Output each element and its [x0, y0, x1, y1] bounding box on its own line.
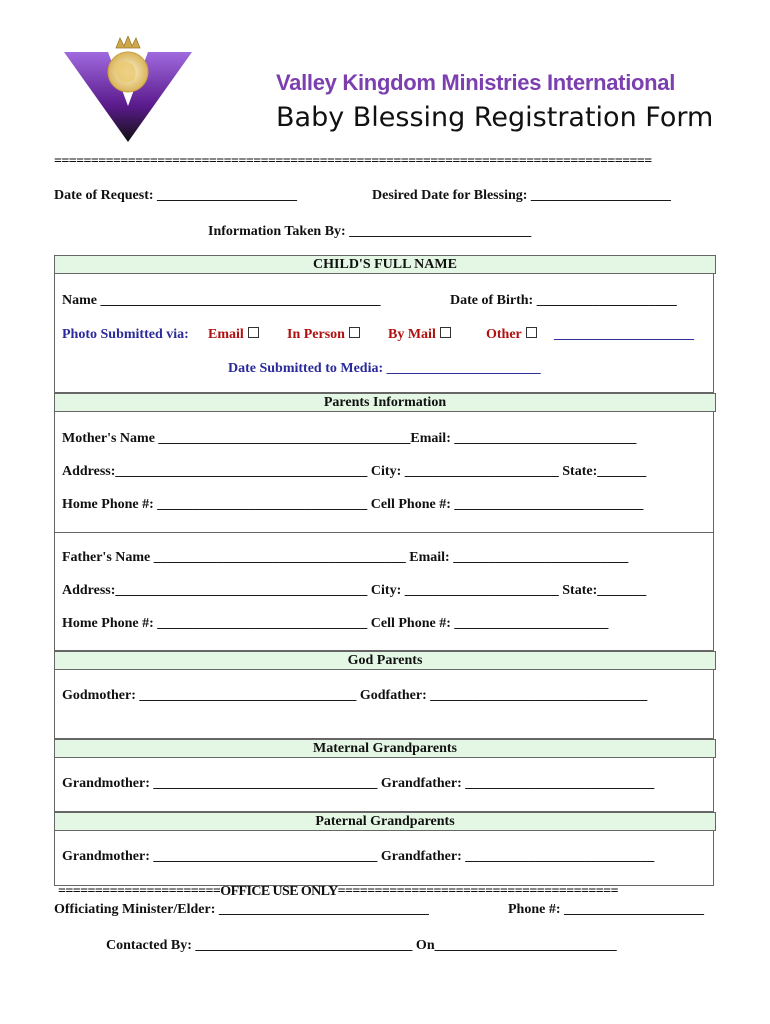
option-by-mail[interactable]	[388, 327, 451, 343]
maternal-section-header: Maternal Grandparents	[54, 739, 716, 758]
office-use-banner: ======================OFFICE USE ONLY======================================	[58, 884, 618, 899]
date-submitted-to-media-field[interactable]: Date Submitted to Media: ______________________	[228, 361, 541, 376]
father-phone-field[interactable]: Home Phone #: ______________________________ Cell Phone #: ______________________	[62, 616, 609, 631]
header-divider: =================================================================================	[54, 154, 652, 169]
form-title: Baby Blessing Registration Form	[276, 102, 714, 133]
ministry-logo	[62, 36, 194, 144]
other-checkbox[interactable]	[526, 327, 537, 338]
desired-date-field[interactable]: Desired Date for Blessing: ____________________	[372, 188, 671, 203]
parents-divider	[54, 532, 714, 533]
information-taken-by-field[interactable]: Information Taken By: __________________________	[208, 224, 532, 239]
in-person-checkbox[interactable]	[349, 327, 360, 338]
option-email-label: Email	[208, 327, 244, 342]
option-by-mail-label: By Mail	[388, 327, 436, 342]
father-name-email-field[interactable]: Father's Name ____________________________________ Email: _________________________	[62, 550, 629, 565]
paternal-grandparents-field[interactable]: Grandmother: ________________________________ Grandfather: ___________________________	[62, 849, 655, 864]
mother-name-email-field[interactable]: Mother's Name ____________________________________Email: __________________________	[62, 431, 637, 446]
organization-name: Valley Kingdom Ministries International	[276, 70, 676, 95]
officiating-minister-field[interactable]: Officiating Minister/Elder: ______________________________	[54, 902, 429, 917]
child-name-field[interactable]: Name ________________________________________	[62, 293, 381, 308]
office-phone-field[interactable]: Phone #: ____________________	[508, 902, 704, 917]
email-checkbox[interactable]	[248, 327, 259, 338]
by-mail-checkbox[interactable]	[440, 327, 451, 338]
date-of-request-field[interactable]: Date of Request: ____________________	[54, 188, 298, 203]
parents-section-header: Parents Information	[54, 393, 716, 412]
mother-address-field[interactable]: Address:____________________________________ City: ______________________ State:_______	[62, 464, 647, 479]
child-section-header: CHILD'S FULL NAME	[54, 255, 716, 274]
option-other[interactable]	[486, 327, 537, 343]
date-of-birth-field[interactable]: Date of Birth: ____________________	[450, 293, 677, 308]
photo-submitted-label: Photo Submitted via:	[62, 327, 189, 342]
godparents-section-header: God Parents	[54, 651, 716, 670]
maternal-grandparents-field[interactable]: Grandmother: ________________________________ Grandfather: ___________________________	[62, 776, 655, 791]
paternal-section-header: Paternal Grandparents	[54, 812, 716, 831]
mother-phone-field[interactable]: Home Phone #: ______________________________ Cell Phone #: ___________________________	[62, 497, 644, 512]
godparents-field[interactable]: Godmother: _______________________________ Godfather: _______________________________	[62, 688, 648, 703]
option-email[interactable]	[208, 327, 259, 343]
other-specify-field[interactable]: ____________________	[554, 327, 694, 342]
option-other-label: Other	[486, 327, 522, 342]
option-in-person[interactable]	[287, 327, 360, 343]
father-address-field[interactable]: Address:____________________________________ City: ______________________ State:_______	[62, 583, 647, 598]
contacted-by-field[interactable]: Contacted By: _______________________________ On__________________________	[106, 938, 617, 953]
option-in-person-label: In Person	[287, 327, 345, 342]
